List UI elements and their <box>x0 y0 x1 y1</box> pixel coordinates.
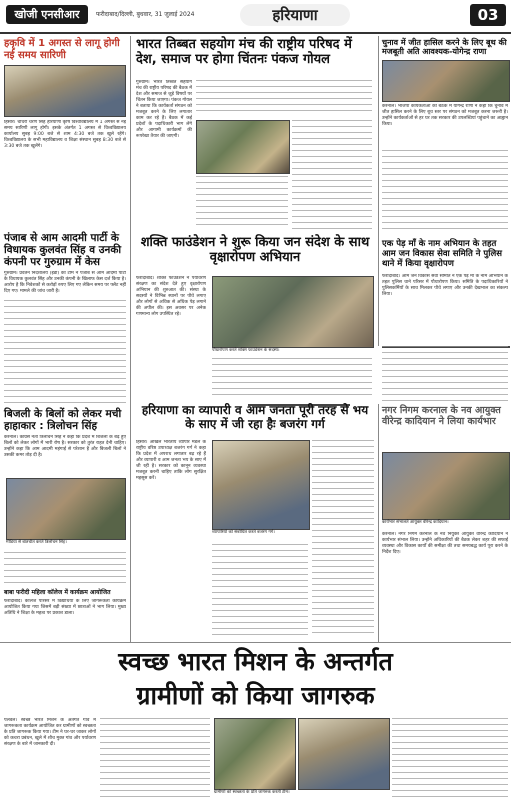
text-columns <box>196 80 372 116</box>
article-body: गुरुग्राम। प्रवर्तन निदेशालय (ईडी) की टीम ने पंजाब से आम आदमी पार्टी के विधायक कुलवंत सिंह और उनकी कंपनी के खिलाफ केस दर्ज किया है। आरोप है कि निवेशकों से करोड़ों रुपए लिए गए लेकिन समय पर फ्लैट नहीं दिए गए। मामले की जांच जारी है। <box>4 271 126 295</box>
text-columns <box>382 150 508 234</box>
news-photo <box>212 440 310 530</box>
campus-photo <box>4 65 126 117</box>
article-body: फरीदाबाद। कॉलेज परिसर में विद्यार्थियों के लिए जागरूकता कार्यक्रम आयोजित किया गया जिसमें बड़ी संख्या में छात्राओं ने भाग लिया। मुख्य अतिथि ने शिक्षा के महत्व पर प्रकाश डाला। <box>4 598 126 616</box>
text-columns <box>4 300 126 405</box>
text-columns <box>382 346 508 402</box>
text-columns <box>292 120 372 230</box>
text-columns <box>212 544 308 636</box>
news-photo <box>196 120 290 174</box>
article-shakti-foundation[interactable] <box>136 236 374 266</box>
article-headline[interactable]: भारत तिब्बत सहयोग मंच की राष्ट्रीय परिषद में देश, समाज पर होगा चिंतनः पंकज गोयल <box>136 37 352 67</box>
section-rule <box>0 642 511 643</box>
article-electricity-bills[interactable] <box>4 408 126 471</box>
text-columns <box>212 358 372 400</box>
dateline: फरीदाबाद/दिल्ली, बुधवार, 31 जुलाई 2024 <box>96 11 195 18</box>
masthead <box>0 0 511 34</box>
article-headline[interactable]: चुनाव में जीत हासिल करने के लिए बूथ की मजबूती अति आवश्यक-योगेन्द्र राणा <box>382 38 507 57</box>
news-photo <box>382 452 510 520</box>
banner-headline-line2[interactable]: ग्रामीणों को किया जागरुक <box>136 681 375 710</box>
article-traders[interactable] <box>136 404 374 432</box>
article-body: करनाल। भाजपा कार्यकर्ताओं की बैठक में योगेन्द्र राणा ने कहा कि चुनाव में जीत हासिल करने के लिए बूथ स्तर पर संगठन को मजबूत करना जरूरी है। उन्होंने कार्यकर्ताओं से हर घर तक सरकार की उपलब्धियां पहुंचाने का आह्वान किया। <box>382 104 508 127</box>
photo-caption: ग्रामीणों को स्वच्छता के प्रति जागरुक करती टीम। <box>214 790 290 795</box>
brand-logo: खोजी एनसीआर <box>6 5 88 24</box>
article-headline[interactable]: नगर निगम करनाल के नव आयुक्त वीरेन्द्र कादियान ने लिया कार्यभार <box>382 405 501 427</box>
column-rule <box>130 36 131 642</box>
news-photo <box>382 60 510 102</box>
article-body: हिसार। अखिल भारतीय व्यापार मंडल के राष्ट्रीय वरिष्ठ उपाध्यक्ष बजरंग गर्ग ने कहा कि प्रदेश में अपराध लगातार बढ़ रहे हैं और व्यापारी व आम जनता भय के साए में जी रही है। सरकार को कानून व्यवस्था मजबूत करनी चाहिए ताकि लोग सुरक्षित महसूस करें। <box>136 440 206 481</box>
news-photo <box>212 276 374 348</box>
article-tibet[interactable] <box>136 38 374 68</box>
news-photo <box>214 718 296 790</box>
text-columns <box>196 176 288 230</box>
clean-india-banner[interactable] <box>0 644 511 716</box>
article-tree-plantation[interactable] <box>382 240 508 269</box>
article-municipal-commissioner[interactable] <box>382 406 508 428</box>
article-booth-strength[interactable] <box>382 38 508 56</box>
article-body: करनाल। नगर निगम करनाल के नव नियुक्त आयुक्त वीरेन्द्र कादियान ने कार्यभार संभाल लिया। उन्होंने अधिकारियों की बैठक लेकर शहर की सफाई व्यवस्था और विकास कार्यों की समीक्षा की तथा समयबद्ध कार्य पूरा करने के निर्देश दिए। <box>382 532 508 555</box>
banner-headline-line1[interactable]: स्वच्छ भारत मिशन के अन्तर्गत <box>118 647 393 676</box>
photo-caption: मीडिया से बातचीत करते त्रिलोचन सिंह। <box>6 540 67 545</box>
article-college[interactable] <box>4 590 126 637</box>
article-hau-timetable[interactable] <box>4 38 126 182</box>
article-headline[interactable]: हरियाणा का व्यापारी व आम जनता पूरी तरह से भय के साए में जी रहा हैः बजरंग गर्ग <box>141 403 369 431</box>
article-headline[interactable]: पंजाब से आम आदमी पार्टी के विधायक कुलवंत सिंह व उनकी कंपनी पर गुरुग्राम में केस <box>4 232 122 269</box>
photo-caption: कार्यभार संभालते आयुक्त वीरेन्द्र कादियान। <box>382 520 449 525</box>
article-headline[interactable]: एक पेड़ माँ के नाम अभियान के तहत आम जन विकास सेवा समिति ने पुलिस थाने में किया वृक्षारोपण <box>382 239 502 269</box>
section-title: हरियाणा <box>240 4 350 26</box>
article-headline[interactable]: हकृवि में 1 अगस्त से लागू होगी नई समय सारिणी <box>4 38 120 61</box>
column-rule <box>378 404 379 642</box>
news-photo <box>298 718 390 790</box>
column-rule <box>378 36 379 346</box>
news-photo <box>6 478 126 540</box>
page-number: 03 <box>470 4 506 26</box>
article-body: फरीदाबाद। शक्ति फाउंडेशन ने पर्यावरण संरक्षण का संदेश देते हुए वृक्षारोपण अभियान की शुरुआत की। संस्था के सदस्यों ने विभिन्न स्थानों पर पौधे लगाए और लोगों से अधिक से अधिक पेड़ लगाने की अपील की। इस अवसर पर अनेक गणमान्य लोग उपस्थित रहे। <box>136 276 206 317</box>
article-body: फरीदाबाद। आम जन विकास सेवा समिति ने एक पेड़ माँ के नाम अभियान के तहत पुलिस थाने परिसर में पौधारोपण किया। समिति के पदाधिकारियों ने पुलिसकर्मियों के साथ मिलकर पौधे लगाए और उनकी देखभाल का संकल्प लिया। <box>382 274 508 297</box>
article-body: पलवल। स्वच्छ भारत मिशन के अंतर्गत गांव में जागरूकता कार्यक्रम आयोजित कर ग्रामीणों को स्वच्छता के प्रति जागरूक किया गया। टीम ने घर-घर जाकर लोगों को कचरा प्रबंधन, खुले में शौच मुक्त गांव और पर्यावरण संरक्षण के बारे में जानकारी दी। <box>4 718 96 747</box>
article-body: करनाल। कांग्रेस नेता त्रिलोचन सिंह ने कहा कि प्रदेश में बिजली के बढ़े हुए बिलों को लेकर लोगों में भारी रोष है। सरकार को तुरंत राहत देनी चाहिए। उन्होंने कहा कि आम आदमी महंगाई से परेशान है और बिजली बिलों ने उसकी कमर तोड़ दी है। <box>4 435 126 459</box>
photo-caption: पौधारोपण करते शक्ति फाउंडेशन के सदस्य। <box>212 348 280 353</box>
article-headline[interactable]: बिजली के बिलों को लेकर मची हाहाकार : त्रिलोचन सिंह <box>4 408 122 433</box>
article-headline[interactable]: शक्ति फाउंडेशन ने शुरू किया जन संदेश के साथ वृक्षारोपण अभियान <box>140 235 370 265</box>
text-columns <box>4 552 126 588</box>
article-body: हिसार। चौधरी चरण सिंह हरियाणा कृषि विश्वविद्यालय में 1 अगस्त से नई समय सारिणी लागू होगी। इसके अंतर्गत 1 अगस्त से विश्वविद्यालय कार्यालय सुबह 9:00 बजे से शाम 4:30 बजे तक खुले रहेंगे। विश्वविद्यालय के सभी महाविद्यालय व शिक्षा संस्थान सुबह 8:30 बजे से 3:30 बजे तक खुलेंगे। <box>4 120 126 149</box>
article-headline[interactable]: बाबा फरीदी महिला कॉलेज में कार्यक्रम आयोजित <box>4 589 111 596</box>
article-body: गुरुग्राम। भारत तिब्बत सहयोग मंच की राष्ट्रीय परिषद की बैठक में देश और समाज से जुड़े विषयों पर चिंतन किया जाएगा। पंकज गोयल ने बताया कि कार्यकर्ता संगठन को मजबूत करने के लिए लगातार काम कर रहे हैं। बैठक में कई प्रदेशों के पदाधिकारी भाग लेंगे और आगामी कार्यक्रमों की रूपरेखा तैयार की जाएगी। <box>136 80 192 139</box>
text-columns <box>312 440 374 636</box>
text-columns <box>392 718 508 798</box>
photo-caption: व्यापारियों को संबोधित करते बजरंग गर्ग। <box>212 530 275 535</box>
text-columns <box>100 718 210 798</box>
